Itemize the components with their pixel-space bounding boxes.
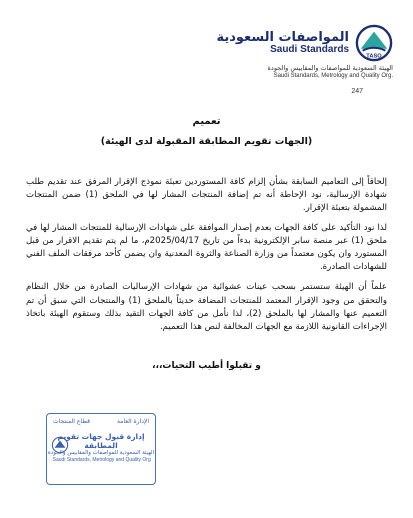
org-name-english: Saudi Standards, Metrology and Quality Org. xyxy=(273,73,393,79)
paragraph-3: علماً أن الهيئة ستستمر بسحب عينات عشوائية من شهادات الإرساليات الصادرة من خلال النظام والتحقق من وجود الإقرار المعتمد للمنتجات المضافة حديثاً بالملحق (1) والمنتجات التي سبق أن تم التعميم عنها والمشار لها بالملحق (2)، لذا نأمل من كافة الجهات التقيد بذلك وستقوم الهيئة باتخاذ الإجراءات القانونية اللازمة مع الجهات المخالفة لنص هذا التعميم. xyxy=(26,282,387,332)
document-subtitle: (الجهات تقويم المطابقة المقبولة لدى الهيئة) xyxy=(100,136,313,147)
stamp-header xyxy=(47,414,155,426)
logo-text xyxy=(216,31,349,55)
document-body xyxy=(26,176,387,341)
stamp-department: الإدارة العامة xyxy=(116,418,149,425)
paragraph-2: لذا نود التأكيد على كافة الجهات بعدم إصدار الموافقة على شهادات الإرسالية للمنتجات المشار لها في ملحق (1) عبر منصة سابر الإلكترونية بدءاً من تاريخ 2025/04/17م، ما لم يتم تقديم الاقرار من قبل المستورد وان يكون معتمداً من وزارة الصناعة والثروة المعدنية وان يضمن كأحد مرفقات الملف الفني للشهادات الصادرة. xyxy=(26,223,388,273)
saso-logo xyxy=(216,24,393,62)
stamp-sector: قطاع المنتجات xyxy=(53,418,91,425)
logo-mark-text: TASO xyxy=(366,53,382,60)
document-title: تعميم xyxy=(192,116,221,127)
logo-english-name: Saudi Standards xyxy=(270,43,349,55)
closing-line: و تقبلوا أطيب التحيات،،، xyxy=(152,361,261,371)
official-stamp xyxy=(46,413,156,485)
org-name-arabic: الهيئة السعودية للمواصفات والمقاييس والجودة xyxy=(267,64,393,72)
stamp-logo-icon xyxy=(51,436,69,454)
saso-mark-icon xyxy=(355,24,393,62)
stamp-org-english: Saudi Standards, Metrology and Quality Org. xyxy=(51,457,151,464)
document-number: 247 xyxy=(351,88,363,95)
stamp-org-arabic: الهيئة السعودية للمواصفات والمقاييس والجودة xyxy=(47,450,155,457)
stamp-main-text: إدارة قبول جهات تقويم المطابقة xyxy=(57,431,145,450)
paragraph-1: إلحاقاً إلى التعاميم السابقة بشأن إلزام كافة المستوردين تعبئة نموذج الإقرار المرفق عند تقديم طلب شهادة الإرسالية، نود الإحاطة أنه تم إضافة المنتجات المشار لها في الملحق (1) ضمن المنتجات المشمولة بتعبئة الإقرار. xyxy=(26,177,387,214)
logo-arabic-name: المواصفات السعودية xyxy=(216,29,349,45)
